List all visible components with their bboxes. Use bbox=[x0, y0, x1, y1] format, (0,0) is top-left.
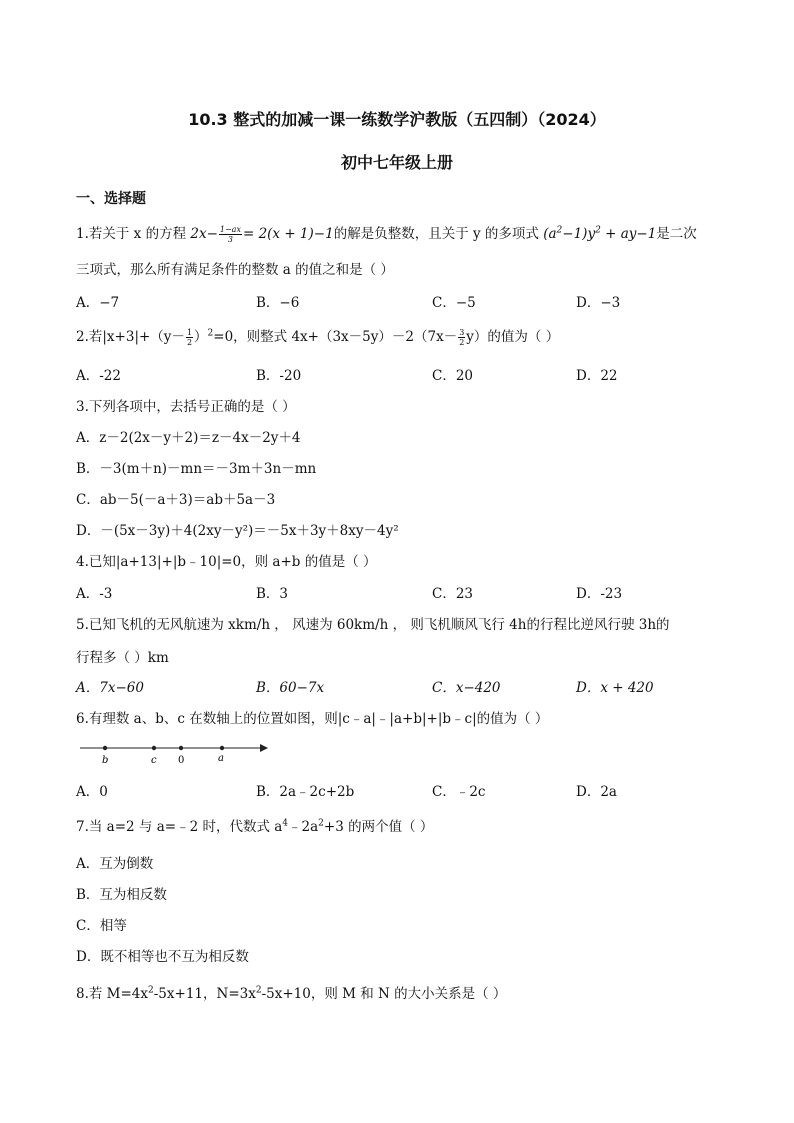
question-5-option-b[interactable]: B．60−7x bbox=[256, 680, 325, 696]
question-8-stem: 8.若 $M=4x^2-5x+11$，$N=3x^2-5x+10$，则 M 和 N 的大小关系是（ ） bbox=[76, 985, 507, 1002]
question-7-option-b[interactable]: B．互为相反数 bbox=[76, 887, 167, 903]
question-3-option-d[interactable]: D．－(5x－3y)＋4(2xy－y²)＝－5x＋3y＋8xy－4y² bbox=[76, 523, 399, 539]
question-2-text-c: =0，则整式 4x+（3x－5y）－2（7x－ bbox=[213, 329, 458, 345]
question-1-line-1 bbox=[76, 222, 697, 244]
question-2-option-b[interactable]: B．-20 bbox=[256, 368, 302, 384]
question-3-stem: 3.下列各项中，去括号正确的是（ ） bbox=[76, 399, 296, 415]
question-5-option-c[interactable]: C．x−420 bbox=[432, 680, 501, 696]
question-3-option-c[interactable]: C．ab－5(－a＋3)＝ab＋5a－3 bbox=[76, 492, 276, 508]
question-2-option-a[interactable]: A．-22 bbox=[76, 368, 121, 384]
question-1-line-2: 三项式，那么所有满足条件的整数 a 的值之和是（ ） bbox=[76, 262, 394, 278]
question-6-option-a[interactable]: A．0 bbox=[76, 784, 108, 800]
question-4-option-c[interactable]: C．23 bbox=[432, 586, 474, 602]
question-2-stem: 2.若|x+3|+（y－ $\frac{1}{2}$ ）$^2$=0，则整式 4x+（3x－5y）－2（7x－ $\frac{3}{2}$ y）的值为（ ） bbox=[76, 328, 560, 347]
question-1-option-d[interactable]: D．−3 bbox=[576, 295, 621, 311]
label-a: a bbox=[218, 753, 224, 764]
question-4-option-a[interactable]: A．-3 bbox=[76, 586, 113, 602]
question-5-option-d[interactable]: D．x + 420 bbox=[576, 680, 654, 696]
document-title: 10.3 整式的加减一课一练数学沪教版（五四制）（2024） bbox=[188, 110, 606, 129]
section-heading: 一、选择题 bbox=[76, 191, 146, 207]
question-1-option-b[interactable]: B．−6 bbox=[256, 295, 300, 311]
point-b bbox=[103, 746, 107, 750]
question-7-text-c: +3 的两个值（ ） bbox=[323, 819, 434, 835]
question-7-option-d[interactable]: D．既不相等也不互为相反数 bbox=[76, 949, 249, 965]
question-5-line-1: 5.已知飞机的无风航速为 xkm/h ， 风速为 60km/h ， 则飞机顺风飞行 4h的行程比逆风行驶 3h的 bbox=[76, 617, 670, 633]
document-subtitle: 初中七年级上册 bbox=[340, 153, 453, 172]
question-2-text-a: 2.若|x+3|+（y－ bbox=[76, 329, 185, 345]
question-2-text-b: ） bbox=[194, 329, 208, 345]
label-b: b bbox=[102, 755, 109, 766]
question-2-text-d: y）的值为（ ） bbox=[466, 329, 560, 345]
number-line-diagram bbox=[76, 738, 276, 768]
question-2-option-c[interactable]: C．20 bbox=[432, 368, 474, 384]
question-1-equation: 2x− $\frac{1-ax}{3}$ = 2(x + 1)−1 bbox=[190, 225, 334, 244]
question-8-text-a: 8.若 M=4x bbox=[76, 986, 149, 1002]
question-4-stem: 4.已知|a+13|+|b﹣10|=0，则 a+b 的值是（ ） bbox=[76, 554, 377, 570]
question-1-text-a: 1.若关于 x 的方程 bbox=[76, 226, 187, 242]
question-5-option-a[interactable]: A．7x−60 bbox=[76, 680, 144, 696]
question-7-stem: 7.当 a=2 与 a=﹣2 时，代数式 $a^4﹣2a^2+3$ 的两个值（ ） bbox=[76, 818, 434, 835]
question-3-option-a[interactable]: A．z－2(2x－y＋2)＝z－4x－2y＋4 bbox=[76, 430, 301, 446]
point-c bbox=[152, 746, 156, 750]
question-1-text-b: 的解是负整数，且关于 y 的多项式 bbox=[333, 226, 539, 242]
question-4-option-b[interactable]: B．3 bbox=[256, 586, 289, 602]
question-1-text-c: 是二次 bbox=[656, 226, 697, 242]
label-zero: 0 bbox=[178, 755, 185, 766]
question-6-stem: 6.有理数 a、b、c 在数轴上的位置如图，则|c﹣a|﹣|a+b|+|b﹣c|的值为（ ） bbox=[76, 711, 549, 727]
question-6-option-b[interactable]: B．2a﹣2c+2b bbox=[256, 784, 355, 800]
question-2-fraction-three-halves: $\frac{3}{2}$ bbox=[459, 328, 465, 347]
question-3-option-b[interactable]: B．－3(m＋n)－mn＝－3m＋3n－mn bbox=[76, 461, 317, 477]
point-a bbox=[220, 746, 224, 750]
question-1-option-a[interactable]: A．−7 bbox=[76, 295, 120, 311]
question-6-option-d[interactable]: D．2a bbox=[576, 784, 617, 800]
question-6-option-c[interactable]: C．﹣2c bbox=[432, 784, 486, 800]
question-7-option-a[interactable]: A．互为倒数 bbox=[76, 856, 154, 872]
question-2-fraction-half: $\frac{1}{2}$ bbox=[186, 328, 193, 347]
question-1-option-c[interactable]: C．−5 bbox=[432, 295, 476, 311]
question-8-text-c: -5x+10，则 M 和 N 的大小关系是（ ） bbox=[261, 986, 507, 1002]
question-1-polynomial: $(a^2-1)y^2 + ay-1$ bbox=[543, 225, 657, 242]
question-7-text-a: 7.当 a=2 与 a=﹣2 时，代数式 a bbox=[76, 819, 283, 835]
number-line-arrow-icon bbox=[260, 744, 268, 752]
question-7-text-b: ﹣2a bbox=[288, 819, 319, 835]
question-7-option-c[interactable]: C．相等 bbox=[76, 918, 127, 934]
question-5-line-2: 行程多（ ）km bbox=[76, 650, 169, 666]
question-4-option-d[interactable]: D．-23 bbox=[576, 586, 623, 602]
point-zero bbox=[179, 746, 183, 750]
question-2-option-d[interactable]: D．22 bbox=[576, 368, 618, 384]
label-c: c bbox=[151, 755, 157, 766]
question-8-text-b: -5x+11，N=3x bbox=[153, 986, 256, 1002]
